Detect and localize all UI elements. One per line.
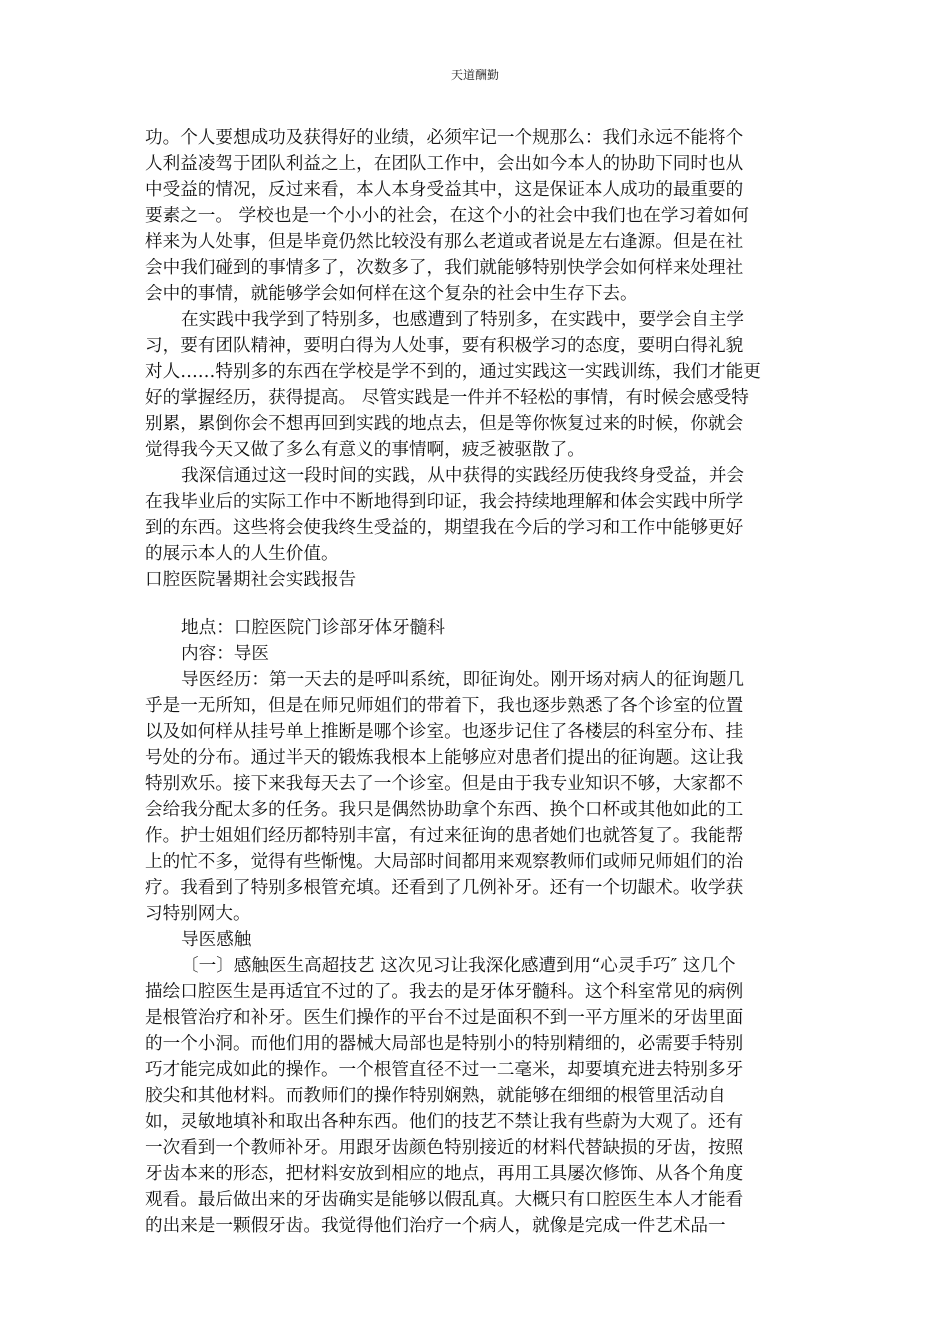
text-line: 习，要有团队精神，要明白得为人处事，要有积极学习的态度，要明白得礼貌 [145, 336, 744, 356]
text-line: 在我毕业后的实际工作中不断地得到印证，我会持续地理解和体会实践中所学 [145, 492, 744, 512]
text-line: 特别欢乐。接下来我每天去了一个诊室。但是由于我专业知识不够，大家都不 [145, 774, 744, 794]
text-line: 以及如何样从挂号单上推断是哪个诊室。也逐步记住了各楼层的科室分布、挂 [145, 722, 744, 742]
text-line: 觉得我今天又做了多么有意义的事情啊，疲乏被驱散了。 [145, 440, 585, 460]
text-line: 到的东西。这些将会使我终生受益的，期望我在今后的学习和工作中能够更好 [145, 518, 744, 538]
text-line: 样来为人处事，但是毕竟仍然比较没有那么老道或者说是左右逢源。但是在社 [145, 232, 744, 252]
text-line: 上的忙不多，觉得有些惭愧。大局部时间都用来观察教师们或师兄师姐们的治 [145, 852, 744, 872]
text-line: 会中的事情，就能够学会如何样在这个复杂的社会中生存下去。 [145, 284, 638, 304]
text-line: 中受益的情况，反过来看，本人本身受益其中，这是保证本人成功的最重要的 [145, 180, 744, 200]
text-line: 作。护士姐姐们经历都特别丰富，有过来征询的患者她们也就答复了。我能帮 [145, 826, 744, 846]
text-line: 口腔医院暑期社会实践报告 [145, 570, 357, 590]
text-line: 〔一〕感触医生高超技艺 这次见习让我深化感遭到用“心灵手巧″ 这几个 [181, 956, 736, 976]
text-line: 在实践中我学到了特别多，也感遭到了特别多，在实践中，要学会自主学 [181, 310, 745, 330]
text-line: 导医经历：第一天去的是呼叫系统，即征询处。刚开场对病人的征询题几 [181, 670, 745, 690]
paragraph-spacer [145, 593, 805, 615]
text-line: 胶尖和其他材料。而教师们的操作特别娴熟，就能够在细细的根管里活动自 [145, 1086, 726, 1106]
text-line: 别累，累倒你会不想再回到实践的地点去，但是等你恢复过来的时候，你就会 [145, 414, 744, 434]
text-line: 观看。最后做出来的牙齿确实是能够以假乱真。大概只有口腔医生本人才能看 [145, 1190, 744, 1210]
text-line: 导医感触 [181, 930, 252, 950]
text-line: 会中我们碰到的事情多了，次数多了，我们就能够特别快学会如何样来处理社 [145, 258, 744, 278]
text-line: 的展示本人的人生价值。 [145, 544, 339, 564]
text-line: 习特别网大。 [145, 904, 251, 924]
text-line: 内容：导医 [181, 644, 269, 664]
text-line: 地点：口腔医院门诊部牙体牙髓科 [181, 618, 445, 638]
document-body [145, 125, 805, 1239]
header-text: 天道酬勤 [450, 68, 499, 82]
text-line: 好的掌握经历，获得提高。 尽管实践是一件并不轻松的事情，有时候会感受特 [145, 388, 749, 408]
text-line: 要素之一。 学校也是一个小小的社会，在这个小的社会中我们也在学习着如何 [145, 206, 749, 226]
text-line: 是根管治疗和补牙。医生们操作的平台不过是面积不到一平方厘米的牙齿里面 [145, 1008, 744, 1028]
page-header [0, 67, 950, 83]
text-line: 一次看到一个教师补牙。用跟牙齿颜色特别接近的材料代替缺损的牙齿，按照 [145, 1138, 744, 1158]
text-line: 功。个人要想成功及获得好的业绩，必须牢记一个规那么：我们永远不能将个 [145, 128, 744, 148]
text-line: 巧才能完成如此的操作。一个根管直径不过一二毫米，却要填充进去特别多牙 [145, 1060, 744, 1080]
text-line: 会给我分配太多的任务。我只是偶然协助拿个东西、换个口杯或其他如此的工 [145, 800, 744, 820]
text-line: 的一个小洞。而他们用的器械大局部也是特别小的特别精细的，必需要手特别 [145, 1034, 744, 1054]
text-line: 乎是一无所知，但是在师兄师姐们的带着下，我也逐步熟悉了各个诊室的位置 [145, 696, 744, 716]
text-line: 对人……特别多的东西在学校是学不到的，通过实践这一实践训练，我们才能更 [145, 362, 761, 382]
text-line: 描绘口腔医生是再适宜不过的了。我去的是牙体牙髓科。这个科室常见的病例 [145, 982, 744, 1002]
text-line: 牙齿本来的形态，把材料安放到相应的地点，再用工具屡次修饰、从各个角度 [145, 1164, 744, 1184]
text-line: 疗。我看到了特别多根管充填。还看到了几例补牙。还有一个切龈术。收学获 [145, 878, 744, 898]
text-line: 人利益凌驾于团队利益之上，在团队工作中，会出如今本人的协助下同时也从 [145, 154, 744, 174]
text-line: 的出来是一颗假牙齿。我觉得他们治疗一个病人，就像是完成一件艺术品一 [145, 1216, 726, 1236]
text-line: 如，灵敏地填补和取出各种东西。他们的技艺不禁让我有些蔚为大观了。还有 [145, 1112, 744, 1132]
text-line: 号处的分布。通过半天的锻炼我根本上能够应对患者们提出的征询题。这让我 [145, 748, 744, 768]
text-line: 我深信通过这一段时间的实践，从中获得的实践经历使我终身受益，并会 [181, 466, 745, 486]
